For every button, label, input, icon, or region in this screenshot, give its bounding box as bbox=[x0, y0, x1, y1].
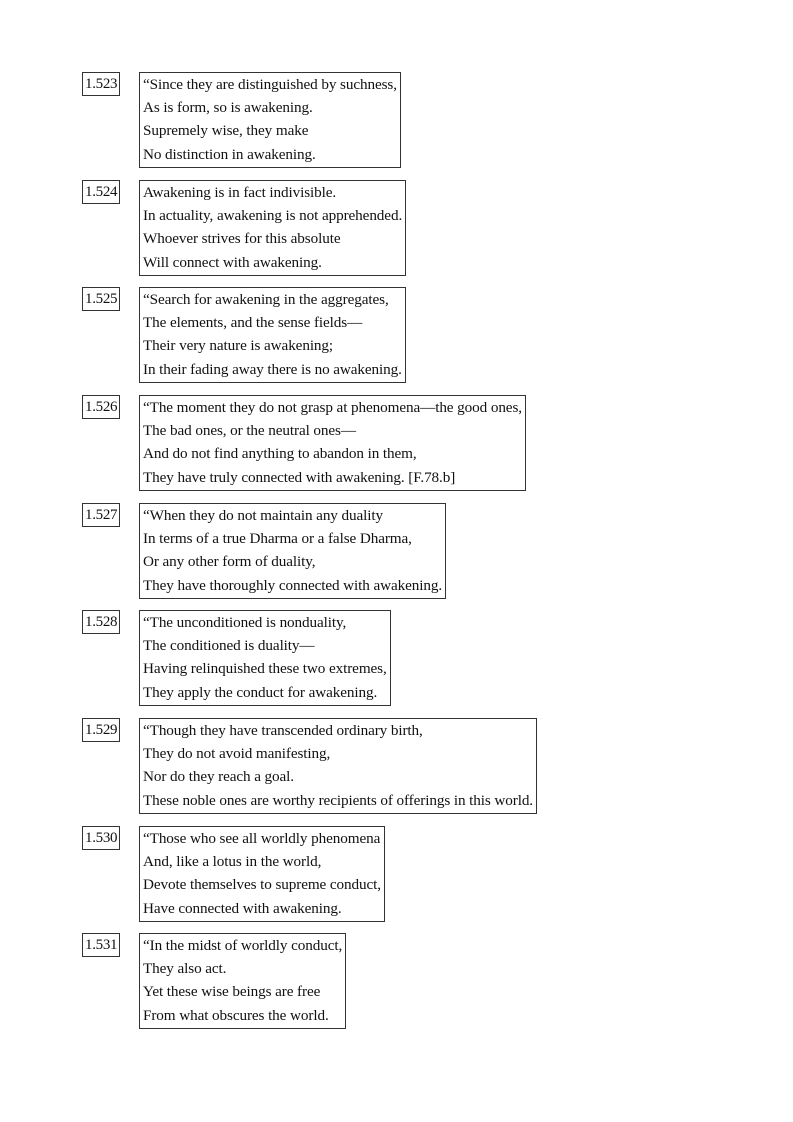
verse-line: Whoever strives for this absolute bbox=[143, 230, 341, 248]
verse-line: In actuality, awakening is not apprehended. bbox=[143, 207, 403, 225]
verse-number: 1.524 bbox=[82, 180, 120, 204]
verse-line: “Since they are distinguished by suchness, bbox=[143, 76, 397, 93]
verse-line: The bad ones, or the neutral ones— bbox=[143, 422, 356, 440]
verse-line: The conditioned is duality— bbox=[143, 637, 315, 655]
verse-line: Or any other form of duality, bbox=[143, 553, 316, 571]
verse-line: Will connect with awakening. bbox=[143, 253, 322, 271]
verse-text-box bbox=[139, 395, 526, 491]
verse-line: Awakening is in fact indivisible. bbox=[143, 184, 337, 201]
verse-number: 1.530 bbox=[82, 826, 120, 850]
verse-number: 1.529 bbox=[82, 718, 120, 742]
verse-line: Nor do they reach a goal. bbox=[143, 768, 294, 786]
verse-text-box bbox=[139, 826, 385, 922]
verse-number: 1.531 bbox=[82, 933, 120, 957]
verse-number: 1.526 bbox=[82, 395, 120, 419]
verse-line: They have thoroughly connected with awakening. bbox=[143, 576, 443, 594]
verse-line: From what obscures the world. bbox=[143, 1006, 329, 1024]
verse-number: 1.525 bbox=[82, 287, 120, 311]
verse-line: “Those who see all worldly phenomena bbox=[143, 830, 381, 847]
verse-line: No distinction in awakening. bbox=[143, 145, 316, 163]
verse-line: These noble ones are worthy recipients of offerings in this world. bbox=[143, 791, 534, 809]
verse-line: The elements, and the sense fields— bbox=[143, 314, 363, 332]
verse-text-box bbox=[139, 72, 401, 168]
verse-line: “The moment they do not grasp at phenomena—the good ones, bbox=[143, 399, 522, 416]
verse-number: 1.527 bbox=[82, 503, 120, 527]
verse-line: Supremely wise, they make bbox=[143, 122, 309, 140]
verse-text-box bbox=[139, 180, 406, 276]
verse-line: Devote themselves to supreme conduct, bbox=[143, 876, 381, 894]
verse-line: “The unconditioned is nonduality, bbox=[143, 614, 347, 631]
verse-line: In terms of a true Dharma or a false Dharma, bbox=[143, 530, 412, 548]
verse-line: “Though they have transcended ordinary birth, bbox=[143, 722, 423, 739]
verse-line: “In the midst of worldly conduct, bbox=[143, 937, 343, 954]
verse-line: They also act. bbox=[143, 960, 227, 978]
verse-line: Their very nature is awakening; bbox=[143, 337, 334, 355]
verse-line: And, like a lotus in the world, bbox=[143, 853, 322, 871]
verse-line: Have connected with awakening. bbox=[143, 899, 342, 917]
verse-line: Yet these wise beings are free bbox=[143, 983, 321, 1001]
verse-line: In their fading away there is no awakening. bbox=[143, 360, 402, 378]
verse-line: They have truly connected with awakening. [F.78.b] bbox=[143, 468, 456, 486]
verse-number: 1.523 bbox=[82, 72, 120, 96]
verse-text-box bbox=[139, 718, 537, 814]
verse-text-box bbox=[139, 933, 346, 1029]
verse-line: Having relinquished these two extremes, bbox=[143, 660, 387, 678]
verse-text-box bbox=[139, 503, 446, 599]
verse-line: As is form, so is awakening. bbox=[143, 99, 313, 117]
verse-line: They do not avoid manifesting, bbox=[143, 745, 331, 763]
verse-text-box bbox=[139, 287, 406, 383]
verse-number: 1.528 bbox=[82, 610, 120, 634]
verse-line: “When they do not maintain any duality bbox=[143, 507, 383, 524]
verse-line: “Search for awakening in the aggregates, bbox=[143, 291, 389, 308]
verse-line: And do not find anything to abandon in them, bbox=[143, 445, 417, 463]
verse-line: They apply the conduct for awakening. bbox=[143, 683, 378, 701]
verse-text-box bbox=[139, 610, 391, 706]
